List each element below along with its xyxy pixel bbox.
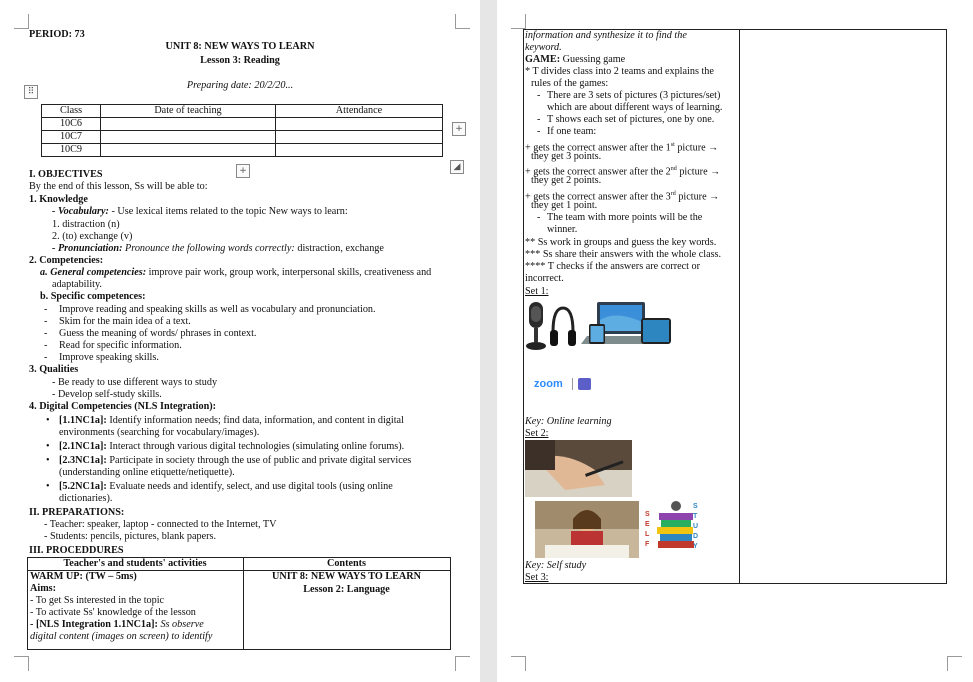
zoom-logo: zoom <box>534 378 563 390</box>
aim-item: - To activate Ss' knowledge of the lesson <box>30 607 196 618</box>
period: PERIOD: 73 <box>29 29 85 40</box>
table-row: 10C9 <box>42 144 443 157</box>
class-table <box>41 104 443 157</box>
table-row: 10C7 <box>42 131 443 144</box>
students-prep: - Students: pencils, pictures, blank papers. <box>44 531 217 542</box>
writing-hand-image <box>525 440 632 497</box>
contents-header: Contents <box>326 558 367 569</box>
devices-image <box>581 300 677 350</box>
add-column-button[interactable]: + <box>452 122 466 136</box>
instruction: rules of the games: <box>531 78 609 89</box>
general-competencies: a. General competencies: improve pair work, group work, interpersonal skills, creativeness and <box>40 267 432 278</box>
contents-unit: UNIT 8: NEW WAYS TO LEARN <box>272 571 421 582</box>
book-stack-image <box>654 497 698 553</box>
objectives-intro: By the end of this lesson, Ss will be able to: <box>29 181 208 192</box>
crop-mark <box>14 656 29 671</box>
rule: T shows each set of pictures, one by one. <box>547 114 715 125</box>
score-rule-cont: they get 3 points. <box>531 151 602 162</box>
continued-text: information and synthesize it to find the <box>525 30 687 41</box>
self-letters: S E L F <box>645 511 650 548</box>
aim-item: - To get Ss interested in the topic <box>30 595 165 606</box>
procedures-title: III. PROCEDDURES <box>29 545 124 556</box>
nls-line-cont: digital content (images on screen) to identify <box>30 631 213 642</box>
set-2-label: Set 2: <box>525 428 549 439</box>
class-header: Class <box>42 105 101 118</box>
qualities-title: 3. Qualities <box>29 364 79 375</box>
instruction: * T divides class into 2 teams and explains the <box>525 66 714 77</box>
preparing-date: Preparing date: 20/2/20... <box>186 80 294 91</box>
vocab-item: 2. (to) exchange (v) <box>52 231 133 242</box>
list-item: Improve speaking skills. <box>59 352 159 363</box>
crop-mark <box>455 656 470 671</box>
pronunciation-line: - Pronunciation: Pronounce the following words correctly: distraction, exchange <box>52 243 384 254</box>
objectives-title: I. OBJECTIVES <box>29 169 103 180</box>
study-letters: S T U D Y <box>693 503 699 550</box>
nls-line: - [NLS Integration 1.1NC1a]: Ss observe <box>30 619 204 630</box>
headphones-image <box>549 304 577 352</box>
set-1-label: Set 1: <box>525 286 549 297</box>
right-page: information and synthesize it to find the keyword. GAME: Guessing game * T divides class into 2 teams and explains the rules of the games: - There are 3 sets of pictures (3 pictures/set) which are about different ways of learning. - T shows each set of pictures, one by one. - If one team: + gets the correct answer after the 1st picture → they get 3 points. + gets the correct answer after the 2nd picture → they get 2 points. + gets the correct answer after the 3rd picture → they get 1 point. - The team with more points will be the winner. ** Ss work in groups and guess the key words. *** Ss share their answers with the whole class. **** T checks if the answers are correct or incorrect. Set 1: zoom Key: Online learning Set 2: S E L F S T U D Y Key: Self study Set 3: <box>497 0 973 682</box>
crop-mark <box>511 656 526 671</box>
step-cont: incorrect. <box>525 273 564 284</box>
preparations-title: II. PREPARATIONS: <box>29 507 125 518</box>
step: **** T checks if the answers are correct or <box>525 261 701 272</box>
table-row: 10C6 <box>42 118 443 131</box>
vocabulary-line: - Vocabulary: - Use lexical items related to the topic New ways to learn: <box>52 206 348 217</box>
list-item: [2.3NC1a]: Participate in society through the use of public and private digital services <box>59 455 412 466</box>
date-header: Date of teaching <box>101 105 276 118</box>
rule: If one team: <box>547 126 597 137</box>
contents-lesson: Lesson 2: Language <box>303 584 390 595</box>
list-item-cont: environments (searching for vocabulary/images). <box>59 427 260 438</box>
list-item: Read for specific information. <box>59 340 182 351</box>
list-item: [2.1NC1a]: Interact through various digital technologies (simulating online forums). <box>59 441 405 452</box>
crop-mark <box>947 656 962 671</box>
microphone-image <box>525 300 547 352</box>
unit-title: UNIT 8: NEW WAYS TO LEARN <box>165 41 315 52</box>
list-item: Improve reading and speaking skills as well as vocabulary and pronunciation. <box>59 304 376 315</box>
list-item: - Be ready to use different ways to study <box>52 377 218 388</box>
list-item: Guess the meaning of words/ phrases in context. <box>59 328 257 339</box>
rule-cont: which are about different ways of learning. <box>547 102 723 113</box>
teams-logo-icon <box>578 378 591 390</box>
table-move-handle[interactable]: ⠿ <box>24 85 38 99</box>
score-rule-cont: they get 2 points. <box>531 175 602 186</box>
general-competencies-cont: adaptability. <box>52 279 102 290</box>
crop-mark <box>14 14 29 29</box>
digital-title: 4. Digital Competencies (NLS Integration): <box>29 401 217 412</box>
list-item-cont: dictionaries). <box>59 493 113 504</box>
game-title: GAME: Guessing game <box>525 54 626 65</box>
list-item: [1.1NC1a]: Identify information needs; find data, information, and content in digital <box>59 415 404 426</box>
rule: The team with more points will be the <box>547 212 703 223</box>
lesson-title: Lesson 3: Reading <box>200 55 280 66</box>
activities-header: Teacher's and students' activities <box>63 558 207 569</box>
add-row-button[interactable]: + <box>236 164 250 178</box>
rule: There are 3 sets of pictures (3 pictures/set) <box>547 90 721 101</box>
step: *** Ss share their answers with the whole class. <box>525 249 722 260</box>
key-1: Key: Online learning <box>525 416 612 427</box>
crop-mark <box>455 14 470 29</box>
table-resize-handle[interactable]: ◢ <box>450 160 464 174</box>
rule-cont: winner. <box>547 224 578 235</box>
score-rule: + gets the correct answer after the 2nd picture → <box>525 166 721 178</box>
left-page: PERIOD: 73 UNIT 8: NEW WAYS TO LEARN Lesson 3: Reading Preparing date: 20/2/20... ⠿ + + ◢ Class Date of teaching Attendance 10C6 10C7 10C9 I. OBJECTIVES By the end of this lesson, Ss will be able to: 1. Knowledge - Vocabulary: - Use lexical items related to the topic New ways to learn: 1. distraction (n) 2. (to) exchange (v) - Pronunciation: Pronounce the following words correctly: distraction, exchange 2. Competencies: a. General competencies: improve pair work, group work, interpersonal skills, creativeness and adaptability. b. Specific competences: - Improve reading and speaking skills as well as vocabulary and pronunciation. - Skim for the main idea of a text. - Guess the meaning of words/ phrases in context. - Read for specific information. - Improve speaking skills. 3. Qualities - Be ready to use different ways to study - Develop self-study skills. 4. Digital Competencies (NLS Integration): • [1.1NC1a]: Identify information needs; find data, information, and content in digital environments (searching for vocabulary/images). • [2.1NC1a]: Interact through various digital technologies (simulating online forums). • [2.3NC1a]: Participate in society through the use of public and private digital services (understanding online etiquette/netiquette). • [5.2NC1a]: Evaluate needs and identify, select, and use digital tools (using online dictionaries). II. PREPARATIONS: - Teacher: speaker, laptop - connected to the Internet, TV - Students: pencils, pictures, blank papers. III. PROCEDDURES Teacher's and students' activities Contents WARM UP: (TW – 5ms) Aims: - To get Ss interested in the topic - To activate Ss' knowledge of the lesson - [NLS Integration 1.1NC1a]: Ss observe digital content (images on screen) to identify UNIT 8: NEW WAYS TO LEARN Lesson 2: Language <box>0 0 480 682</box>
warmup: WARM UP: (TW – 5ms) <box>30 571 137 582</box>
score-rule: + gets the correct answer after the 1st picture → <box>525 142 719 154</box>
score-rule: + gets the correct answer after the 3rd picture → <box>525 191 720 203</box>
attendance-header: Attendance <box>276 105 443 118</box>
vocab-item: 1. distraction (n) <box>52 219 120 230</box>
crop-mark <box>511 14 526 29</box>
step: ** Ss work in groups and guess the key words. <box>525 237 717 248</box>
competencies-title: 2. Competencies: <box>29 255 104 266</box>
continued-text: keyword. <box>525 42 562 53</box>
aims: Aims: <box>30 583 57 594</box>
teacher-prep: - Teacher: speaker, laptop - connected to the Internet, TV <box>44 519 277 530</box>
set-3-label: Set 3: <box>525 572 549 583</box>
knowledge-title: 1. Knowledge <box>29 194 88 205</box>
girl-studying-image <box>535 501 639 558</box>
score-rule-cont: they get 1 point. <box>531 200 598 211</box>
list-item: - Develop self-study skills. <box>52 389 162 400</box>
list-item-cont: (understanding online etiquette/netiquette). <box>59 467 235 478</box>
list-item: Skim for the main idea of a text. <box>59 316 191 327</box>
specific-title: b. Specific competences: <box>40 291 146 302</box>
list-item: [5.2NC1a]: Evaluate needs and identify, select, and use digital tools (using online <box>59 481 393 492</box>
key-2: Key: Self study <box>525 560 587 571</box>
